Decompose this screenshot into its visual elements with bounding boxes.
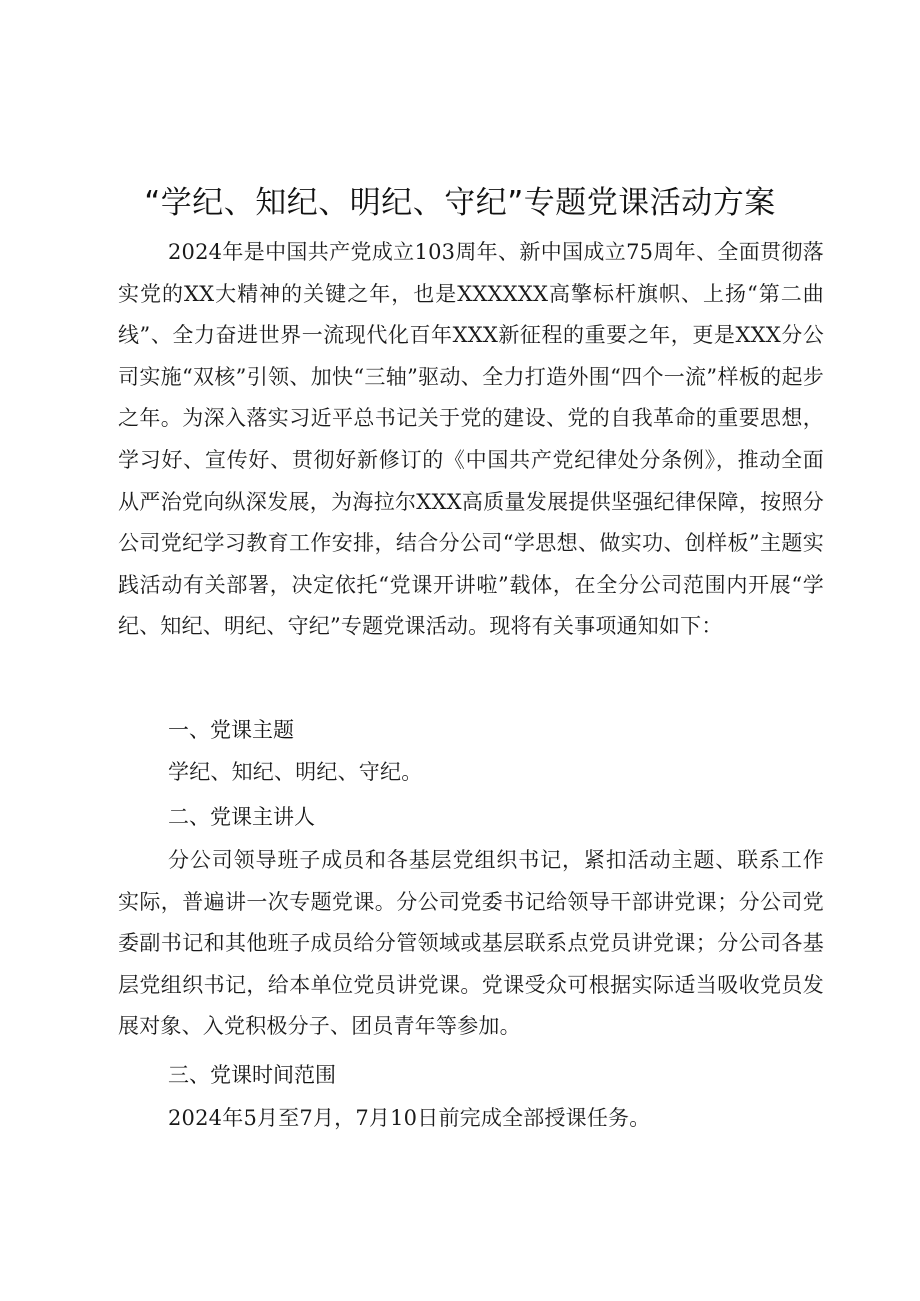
section-heading-speakers: 二、党课主讲人 (168, 805, 315, 829)
intro-paragraph: 2024年是中国共产党成立103周年、新中国成立75周年、全面贯彻落实党的XX大精神的关键之年，也是XXXXXX高擎标杆旗帜、上扬“第二曲线”、全力奋进世界一流现代化百年XXX新征程的重要之年，更是XXX分公司实施“双核”引领、加快“三轴”驱动、全力打造外围“四个一流”样板的起步之年。为深入落实习近平总书记关于党的建设、党的自我革命的重要思想，学习好、宣传好、贯彻好新修订的《中国共产党纪律处分条例》，推动全面从严治党向纵深发展，为海拉尔XXX高质量发展提供坚强纪律保障，按照分公司党纪学习教育工作安排，结合分公司“学思想、做实功、创样板”主题实践活动有关部署，决定依托“党课开讲啦”载体，在全分公司范围内开展“学纪、知纪、明纪、守纪”专题党课活动。现将有关事项通知如下： (118, 240, 824, 639)
section-heading-topic: 一、党课主题 (168, 718, 294, 742)
document-title: “学纪、知纪、明纪、守纪”专题党课活动方案 (144, 185, 776, 221)
section-heading-schedule: 三、党课时间范围 (168, 1063, 336, 1087)
section-body-topic: 学纪、知纪、明纪、守纪。 (168, 760, 423, 784)
section-body-schedule: 2024年5月至7月，7月10日前完成全部授课任务。 (168, 1106, 651, 1130)
section-body-speakers: 分公司领导班子成员和各基层党组织书记，紧扣活动主题、联系工作实际，普遍讲一次专题党课。分公司党委书记给领导干部讲党课；分公司党委副书记和其他班子成员给分管领域或基层联系点党员讲党课；分公司各基层党组织书记，给本单位党员讲党课。党课受众可根据实际适当吸收党员发展对象、入党积极分子、团员青年等参加。 (118, 848, 824, 1039)
